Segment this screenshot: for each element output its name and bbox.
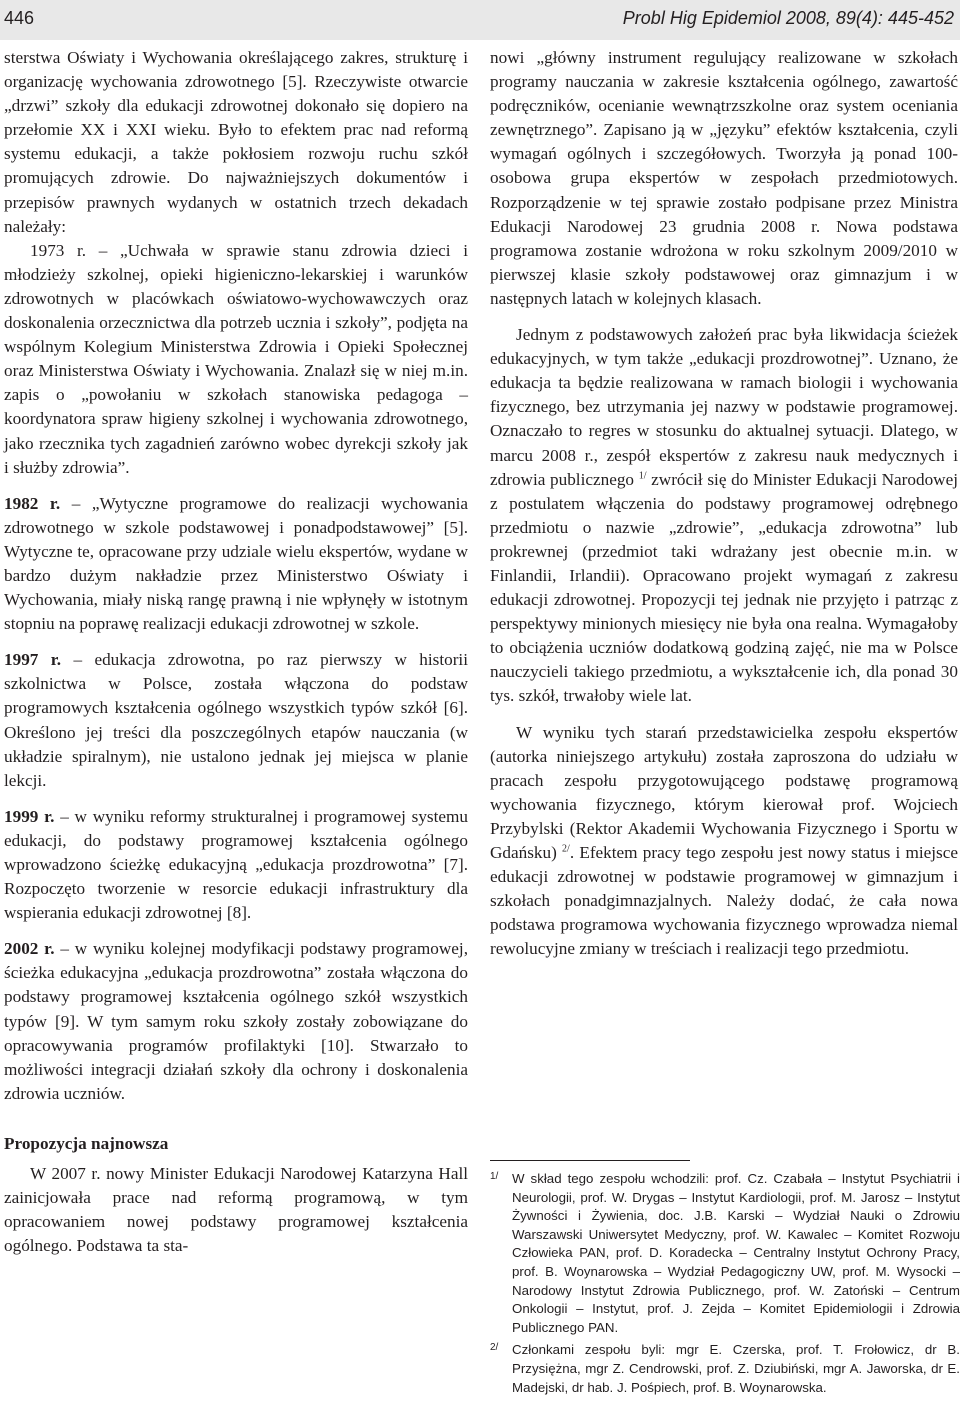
year-1999: 1999 r. (4, 806, 55, 826)
paragraph-assumptions (490, 323, 958, 709)
paragraph-continuation: nowi „główny instrument regulujący realizowane w szkołach programy nauczania w zakresie kształcenia ogólnego, zawartość podręczników, ocenianie wewnątrzszkolne oraz system oceniania zewnętrznego”. Zapisano ją w „języku” efektów kształcenia, czyli wymagań ogólnych i szczegółowych. Tworzyła ją ponad 100-osobowa grupa ekspertów w zespołach przedmiotowych. Rozporządzenie w tej sprawie zostało podpisane przez Ministra Edukacji Narodowej 23 grudnia 2008 r. Nowa podstawa programowa zostanie wdrożona w roku szkolnym 2009/2010 w pierwszej klasie szkoły podstawowej oraz gimnazjum i w następnych latach w kolejnych klasach. (490, 48, 958, 308)
paragraph-2007: W 2007 r. nowy Minister Edukacji Narodowej Katarzyna Hall zainicjowała prace nad reformą programową, w tym opracowaniem nowej podstawy programowej kształcenia ogólnego. Podstawa ta sta- (4, 1164, 468, 1256)
footnote-1 (490, 1170, 960, 1337)
year-1997: 1997 r. (4, 650, 62, 670)
footnote-separator (490, 1160, 690, 1161)
footnote-text: Członkami zespołu byli: mgr E. Czerska, prof. T. Frołowicz, dr B. Przysiężna, mgr Z. Cendrowski, prof. Z. Dziubiński, mgr A. Jaworska, dr E. Madejski, dr hab. J. Pośpiech, prof. B. Woynarowska. (512, 1342, 960, 1395)
text-1973: – „Uchwała w sprawie stanu zdrowia dzieci i młodzieży szkolnej, opieki higieniczno-lekarskiej i warunków zdrowotnych w placówkach oświatowo-wychowawczych oraz doskonalenia orzecznictwa dla potrzeb ucznia i szkoły”, podjęta na wspólnym Kolegium Ministerstwa Zdrowia i Opieki Społecznej oraz Ministerstwa Oświaty i Wychowania. Znalazł się w niej m.in. zapis o „powołaniu w szkołach stanowiska pedagoga – koordynatora spraw higieny szkolnej i wychowania zdrowotnego, jako rzecznika tych zagadnień zarówno wobec dyrekcji szkoły jak i służby zdrowia”. (4, 240, 468, 477)
year-1973: 1973 r. (30, 240, 87, 260)
paragraph-outcome (490, 721, 958, 962)
footnote-mark: 2/ (490, 1342, 499, 1354)
section-title: Propozycja najnowsza (4, 1133, 169, 1153)
paragraph-1973 (4, 239, 468, 480)
text-1982: – „Wytyczne programowe do realizacji wychowania zdrowotnego w szkole podstawowej i ponadpodstawowej” [5]. Wytyczne te, opracowane przy udziale wielu ekspertów, wydane w bardzo dużym nakładzie przez Ministerstwo Oświaty i Wychowania, miały niską rangę prawną i nie wpłynęły w istotnym stopniu na poprawę realizacji edukacji zdrowotnej w szkole. (4, 493, 468, 634)
footnote-ref-1[interactable]: 1/ (638, 469, 647, 481)
right-column (490, 46, 958, 961)
year-2002: 2002 r. (4, 939, 55, 959)
paragraph-intro: sterstwa Oświaty i Wychowania określającego zakres, strukturę i organizację wychowania zdrowotnego [5]. Rzeczywiste otwarcie „drzwi” szkoły dla edukacji zdrowotnej dokonało się dopiero na przełomie XX i XXI wieku. Było to efektem prac nad reformą systemu edukacji, a także pokłosiem rozwoju ruchu szkół promujących zdrowie. Do najważniejszych dokumentów i przepisów prawnych wydanych w ostatnich trzech dekadach należały: (4, 48, 468, 236)
text-2002: – w wyniku kolejnej modyfikacji podstawy programowej, ścieżka edukacyjna „edukacja prozdrowotna” została włączona do podstawy programowej kształcenia ogólnego szkół wszystkich typów [9]. W tym samym roku szkoły zostały zobowiązane do opracowywania programów profilaktyki [10]. Stwarzało to możliwości integracji działań szkoły dla ochrony i doskonalenia zdrowia uczniów. (4, 939, 468, 1103)
footnote-ref-2[interactable]: 2/ (562, 843, 570, 855)
text-assumptions-b: zwrócił się do Minister Edukacji Narodowej z postulatem włączenia do podstawy programowej odrębnego przedmiotu o nazwie „zdrowie”, „edukacja zdrowotna” lub prokrewnej (przedmiot taki wdrażany jest obecnie m.in. w Finlandii, Irlandii). Opracowano projekt wymagań z zakresu edukacji zdrowotnej. Propozycji tej jednak nie przyjęto i patrząc z perspektywy minionych miesięcy nie była ona realna. Wymagałoby to obciążenia uczniów dodatkową godziną zajęć, nie ma w Polsce nauczycieli takiego przedmiotu, a wykształcenie ich, dla ponad 30 tys. szkół, trwałoby wiele lat. (490, 469, 959, 706)
year-1982: 1982 r. (4, 493, 61, 513)
journal-citation: Probl Hig Epidemiol 2008, 89(4): 445-452 (622, 8, 954, 28)
footnote-mark: 1/ (490, 1171, 499, 1182)
text-assumptions-a: Jednym z podstawowych założeń prac była likwidacja ścieżek edukacyjnych, w tym także „edukacji prozdrowotnej”. Uznano, że edukacja ta będzie realizowana w ramach biologii i wychowania fizycznego, bez utrzymania jej nazwy w podstawie programowej. Oznaczało to regres w stosunku do aktualnej sytuacji. Dlatego, w marcu 2008 r., zespół ekspertów z zakresu nauk medycznych i zdrowia publicznego (490, 325, 958, 489)
footnote-text: W skład tego zespołu wchodzili: prof. Cz. Czabała – Instytut Psychiatrii i Neurologii, prof. W. Drygas – Instytut Kardiologii, prof. M. Jarosz – Instytut Żywności i Żywienia, doc. J.B. Karski – Wydział Nauki o Zdrowiu Warszawski Uniwersytet Medyczny, prof. W. Kawalec – Komitet Rozwoju Człowieka PAN, prof. D. Koradecka – Centralny Instytut Ochrony Pracy, prof. B. Woynarowska – Wydział Pedagogiczny UW, prof. M. Wysocki – Narodowy Instytut Zdrowia Publicznego, prof. W. Zatoński – Centrum Onkologii – Instytut, prof. J. Zejda – Komitet Epidemiologii i Zdrowia Publicznego PAN. (512, 1171, 960, 1335)
footnote-2 (490, 1341, 960, 1397)
paragraph-1997 (4, 648, 468, 793)
text-outcome-a: W wyniku tych starań przedstawicielka zespołu ekspertów (autorka niniejszego artykułu) została zaproszona do udziału w pracach zespołu przygotowującego podstawę programową wychowania fizycznego, którym kierował prof. Wojciech Przybylski (Rektor Akademii Wychowania Fizycznego i Sportu w Gdańsku) (490, 722, 958, 862)
paragraph-1999 (4, 805, 468, 925)
paragraph-1982 (4, 492, 468, 637)
paragraph-2002 (4, 937, 468, 1106)
left-column (4, 46, 468, 1258)
running-header (0, 0, 960, 40)
text-1997: – edukacja zdrowotna, po raz pierwszy w historii szkolnictwa w Polsce, została włączona do podstaw programowych kształcenia ogólnego wszystkich typów szkół [6]. Określono jej treści dla poszczególnych etapów nauczania (w układzie spiralnym), nie ustalono jednak jej miejsca w planie lekcji. (4, 650, 468, 790)
page-number: 446 (4, 8, 35, 28)
footnotes (490, 1170, 960, 1401)
text-outcome-b: . Efektem pracy tego zespołu jest nowy status i miejsce edukacji zdrowotnej w podstawie programowej w gimnazjum i szkołach ponadgimnazjalnych. Należy dodać, że cała nowa podstawa programowa wychowania fizycznego wprowadza niemal rewolucyjne zmiany w treściach i realizacji tego przedmiotu. (490, 843, 958, 959)
text-1999: – w wyniku reformy strukturalnej i programowej systemu edukacji, do podstawy programowej kształcenia ogólnego wprowadzono ścieżkę edukacyjną „edukacja prozdrowotna” [7]. Rozpoczęto tworzenie w resorcie edukacji infrastruktury dla wspierania edukacji zdrowotnej [8]. (4, 806, 468, 923)
